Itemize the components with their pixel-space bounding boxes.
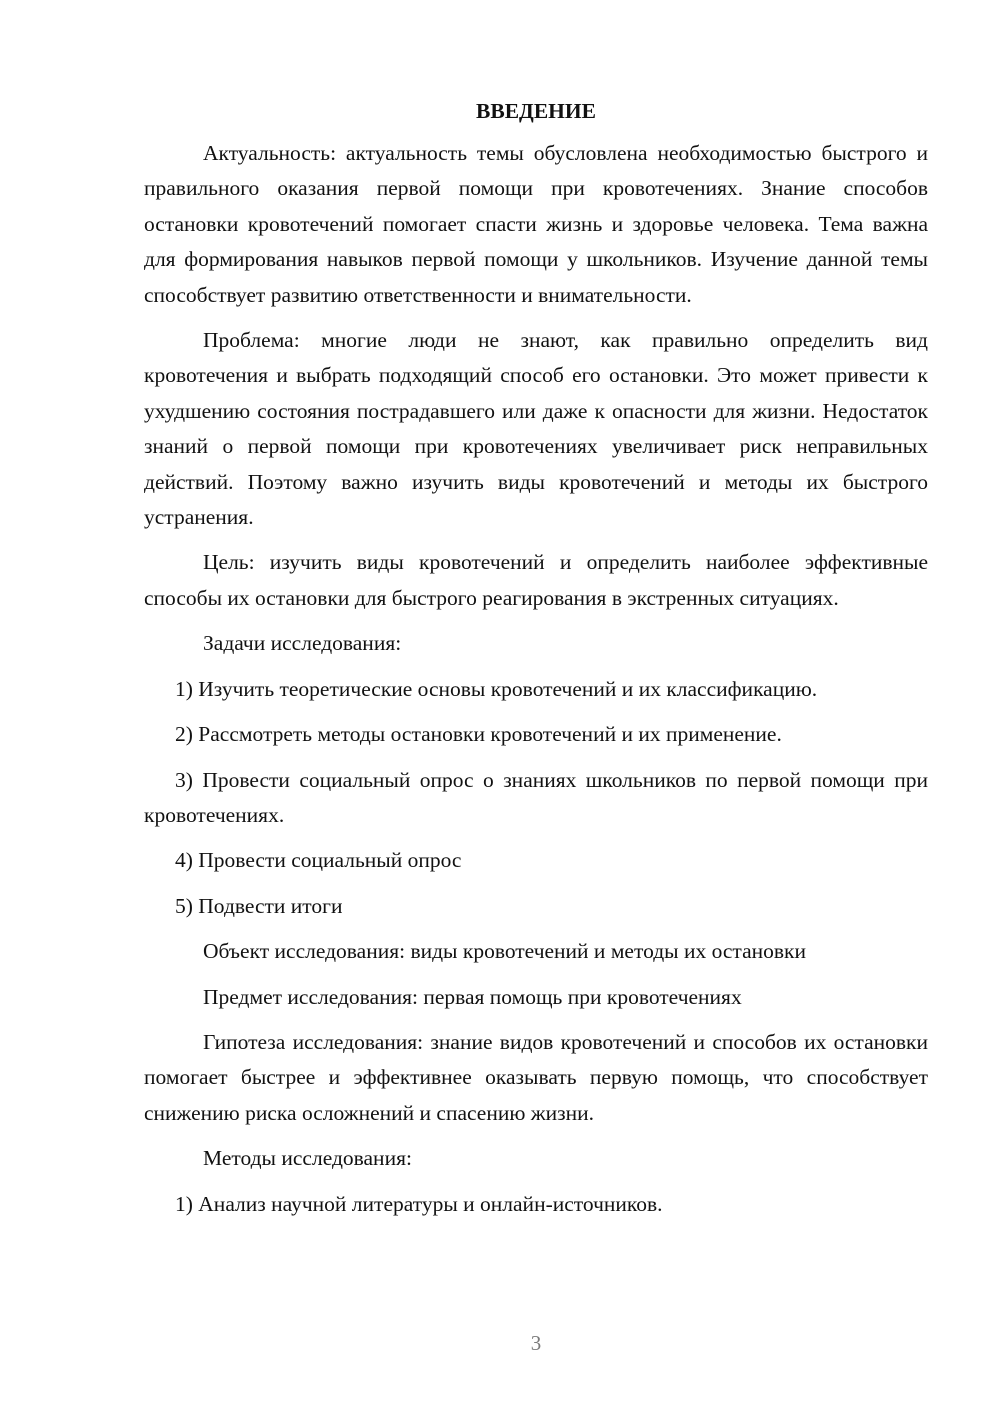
goal-paragraph: Цель: изучить виды кровотечений и определить наиболее эффективные способы их остановки для быстрого реагирования в экстренных ситуациях. [144, 550, 928, 610]
hypothesis-paragraph: Гипотеза исследования: знание видов кровотечений и способов их остановки помогает быстрее и эффективнее оказывать первую помощь, что способствует снижению риска осложнений и спасению жизни. [144, 1029, 928, 1125]
task-item-2: 2) Рассмотреть методы остановки кровотечений и их применение. [175, 722, 782, 747]
subject-paragraph: Предмет исследования: первая помощь при кровотечениях [203, 984, 742, 1009]
tasks-title: Задачи исследования: [203, 631, 402, 656]
section-heading: ВВЕДЕНИЕ [476, 99, 596, 123]
page-number: 3 [530, 1331, 542, 1355]
task-item-5: 5) Подвести итоги [175, 893, 343, 918]
task-item-3: 3) Провести социальный опрос о знаниях школьников по первой помощи при кровотечениях. [144, 767, 928, 827]
problem-paragraph: Проблема: многие люди не знают, как правильно определить вид кровотечения и выбрать подходящий способ его остановки. Это может привести к ухудшению состояния пострадавшего или даже к опасности для жизни. Недостаток знаний о первой помощи при кровотечениях увеличивает риск неправильных действий. Поэтому важно изучить виды кровотечений и методы их быстрого устранения. [144, 328, 928, 530]
method-item-1: 1) Анализ научной литературы и онлайн-источников. [175, 1191, 663, 1216]
object-paragraph: Объект исследования: виды кровотечений и методы их остановки [203, 939, 806, 964]
methods-title: Методы исследования: [203, 1146, 412, 1171]
task-item-1: 1) Изучить теоретические основы кровотечений и их классификацию. [175, 676, 818, 701]
document-page [144, 96, 928, 1222]
task-item-4: 4) Провести социальный опрос [175, 848, 462, 873]
relevance-paragraph: Актуальность: актуальность темы обусловлена необходимостью быстрого и правильного оказания первой помощи при кровотечениях. Знание способов остановки кровотечений помогает спасти жизнь и здоровье человека. Тема важна для формирования навыков первой помощи у школьников. Изучение данной темы способствует развитию ответственности и внимательности. [144, 141, 928, 307]
